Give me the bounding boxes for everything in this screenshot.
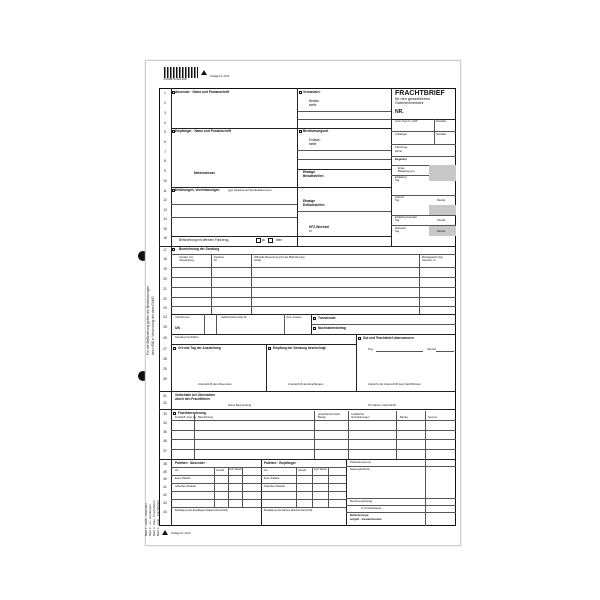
- gray-block-1: [429, 165, 456, 175]
- row-number: 3: [164, 111, 166, 115]
- vereinbarungen-label: Vereinbarungen: [351, 416, 370, 419]
- sheet-color-2: Blatt 2 - rot - Empfänger: [148, 503, 152, 536]
- row-number: 22: [163, 297, 167, 301]
- unterschrift-absender-label: Unterschrift des Absenders: [198, 382, 232, 386]
- kein-tausch-label-1: Kein Tausch: [229, 468, 242, 471]
- row-number: 25: [163, 325, 167, 329]
- field-num-nachnahme: [313, 327, 316, 330]
- ort-tag-label: Ort und Tag der Ausstellung: [178, 346, 221, 350]
- tunnelcode-label: Tunnelcode: [318, 316, 336, 320]
- unterschrift-empfaenger-label: Unterschrift des Empfängers: [288, 382, 324, 386]
- checkbox-ja[interactable]: [256, 238, 261, 243]
- field-num-5: [299, 130, 302, 133]
- entladestelle-label: Entlade-: [309, 138, 321, 142]
- keine-begruendung-label: Keine Begründung: [228, 403, 252, 407]
- tag-label-1: Tag: [395, 179, 400, 182]
- row-number: 29: [163, 367, 167, 371]
- row-number: 36: [163, 439, 167, 443]
- gewerbliche-label: gewerbliche Fracht: [318, 413, 340, 416]
- bezeichnung-label: Bezeichnung der Sendung: [179, 247, 220, 251]
- stunde-label-3: Stunde: [437, 219, 446, 222]
- ankunft-label: Ankunft: [395, 196, 404, 199]
- frachtpfl-label: Frachtpfl. Gew. kg: [175, 416, 196, 419]
- zwischensumme-label: Zwischensumme: [350, 460, 371, 464]
- gitterbox-label-2: Gitterbox-Palette: [264, 484, 285, 488]
- sheet-color-3: Blatt 3 - blau - Frachtführer: [152, 500, 156, 536]
- etwaige-entlade-label: Etwaige: [303, 199, 316, 203]
- tag-label-2: Tag: [395, 199, 400, 202]
- fahrzeug-label: Fahrzeug-: [395, 145, 408, 149]
- row-number: 18: [163, 257, 167, 261]
- row-number: 19: [163, 267, 167, 271]
- row-number: 12: [163, 198, 167, 202]
- bestaetigung-empfaenger-label: Bestätigung des Empfängers (Datum/Unterschrift): [175, 509, 228, 512]
- stunde-label-2: Stunde: [437, 199, 446, 202]
- anzahl-pal-label-2: Anzahl: [298, 469, 306, 472]
- row-number: 7: [164, 150, 166, 154]
- field-num-1: [172, 91, 175, 94]
- row-number: 26: [163, 336, 167, 340]
- ankunft-unterschrift-label: Ankunft und Unterschrift des Frachtführers: [368, 382, 421, 386]
- verlag-number: Verlage Nr. 2120: [210, 75, 230, 78]
- rechnungsbetrag-label: Rechnungsbetrag: [350, 499, 373, 503]
- paletten-absender-label: Paletten · Absender ·: [175, 461, 207, 465]
- absender-label: Absender · Name und Postanschrift: [175, 90, 230, 94]
- field-num-4: [172, 130, 175, 133]
- row-number: 32: [163, 401, 167, 405]
- field-num-17: [172, 248, 175, 251]
- euro-palette-label-1: Euro-Palette: [175, 476, 191, 480]
- anzahl-label: Anzahl, Art,: [179, 255, 194, 259]
- side-note-2: des HGB in Verbindung mit dem GüKG: [151, 296, 155, 355]
- kfz-in-label: in: [309, 229, 312, 233]
- form-subtitle-2: Güterfernverkehr: [395, 101, 424, 105]
- row-number: 37: [163, 449, 167, 453]
- volumen-label: Volumen m³: [422, 259, 436, 262]
- tag-label-5: Tag: [368, 347, 373, 351]
- wartezeit-label: Wartezeit: [395, 227, 406, 230]
- barcode-digits: 4 002870 210109: [163, 77, 187, 81]
- erklaerungen-note: (ggf. Hinweise auf Sonderabkommen): [228, 189, 272, 192]
- verp-gruppe-label: Verp.-Gruppe: [286, 316, 302, 319]
- freight-form-sheet: [145, 60, 461, 546]
- begleiter-label: Begleiter: [395, 157, 407, 161]
- paletten-empfaenger-label: Paletten · Empfänger ·: [264, 461, 298, 465]
- gefahrzettel-label: Gefahrzettelmuster Nr.: [221, 316, 248, 319]
- kfz-wechsel-label: KFZ-Wechsel: [309, 225, 330, 229]
- vorbehalte-label: Vorbehalte bei Übernahme: [175, 393, 216, 397]
- row-number: 44: [163, 510, 167, 514]
- nr-label: NR.: [395, 109, 404, 115]
- side-note-1: Für die Beförderung gelten die Bestimmungen: [146, 285, 150, 355]
- row-number: 42: [163, 493, 167, 497]
- form-title: FRACHTBRIEF: [395, 90, 445, 97]
- nein-label: nein: [276, 238, 283, 242]
- un-label: UN: [175, 326, 180, 330]
- nutzlast-anhaenger-label: Nutzlast: [436, 132, 447, 136]
- beladung-am-label: Beladung am: [398, 169, 415, 173]
- field-num-2: [299, 91, 302, 94]
- row-number: 31: [163, 394, 167, 398]
- kein-tausch-label-2: Kein Tausch: [314, 468, 327, 471]
- row-number: 14: [163, 217, 167, 221]
- anhaenger-label: Anhänger: [395, 132, 408, 136]
- row-number: 33: [163, 412, 167, 416]
- sondervorschriften-label: Sondervorschriften: [175, 335, 199, 339]
- befoerderung-label: Beförderung mit offenem Fahrzeug: [179, 238, 229, 242]
- row-number: 10: [163, 179, 167, 183]
- nutzlast-lkw-label: Nutzlast: [436, 119, 447, 123]
- inhalt-label: Inhalt: [254, 258, 261, 262]
- row-number: 1: [164, 91, 166, 95]
- field-num-gut: [358, 337, 361, 340]
- row-number: 34: [163, 421, 167, 425]
- bruttogewicht-label: Bruttogewicht (kg): [422, 256, 443, 259]
- gray-block-2: [429, 175, 456, 181]
- nachnahme-label: Nachnahmebetrag: [318, 326, 346, 330]
- nebengebuehren-label: Nebengebühren: [350, 467, 371, 471]
- zusaetzliche-label: zusätzliche: [351, 413, 364, 416]
- entlade-stellen-label: Entladestellen: [303, 203, 325, 207]
- betrag2-label: Betrag: [400, 416, 408, 419]
- stunde-label-5: Stunde: [427, 347, 436, 351]
- footer-logo-icon: [162, 530, 168, 535]
- field-num-frachtvermerk: [313, 317, 316, 320]
- tag-label-3: Tag: [395, 219, 400, 222]
- row-number: 30: [163, 377, 167, 381]
- stelle-label: stelle: [309, 103, 317, 107]
- befoerderungsentgelt-label: Beförderungs-: [350, 513, 370, 517]
- row-number: 39: [163, 470, 167, 474]
- entgelt-label: entgelt · Gesamtsumme: [350, 517, 382, 521]
- footer-verlag: Verlage Nr. 2120: [171, 532, 191, 535]
- row-number: 20: [163, 277, 167, 281]
- fuehrer-label: führer: [395, 149, 403, 153]
- bestimmungsort-label: Bestimmungsort: [303, 129, 329, 133]
- gitterbox-label-1: Gitterbox-Palette: [175, 484, 196, 488]
- row-number: 23: [163, 306, 167, 310]
- ja-label: ja: [262, 238, 265, 242]
- etwaige-belade-label: Etwaige: [303, 170, 316, 174]
- verpackung-label: Verpackung: [179, 258, 194, 262]
- row-number: 27: [163, 347, 167, 351]
- art-label-2: Art: [264, 469, 268, 472]
- row-number: 35: [163, 430, 167, 434]
- art-label-1: Art: [175, 469, 179, 472]
- row-number: 28: [163, 357, 167, 361]
- ende-label: Ende: [398, 166, 405, 170]
- anzahl-pal-label-1: Anzahl: [216, 469, 224, 472]
- row-number: 5: [164, 130, 166, 134]
- bestaetigung-fahrer-label: Bestätigung des Fahrers (Datum/Unterschrift): [264, 509, 313, 512]
- row-number: 2: [164, 101, 166, 105]
- euro-palette-label-2: Euro-Palette: [264, 476, 280, 480]
- logo-icon: [201, 70, 207, 75]
- summe-label: Summe: [428, 416, 437, 419]
- belade-stellen-label: Beladestellen: [303, 174, 324, 178]
- nr-goods-label: Nr.: [214, 258, 218, 262]
- field-num-fracht: [173, 412, 176, 415]
- gray-block-3: [429, 205, 456, 215]
- row-number: 16: [163, 236, 167, 240]
- row-number: 11: [163, 189, 167, 193]
- empfang-label: Empfang der Sendung bescheinigt: [273, 346, 326, 350]
- row-number: 13: [163, 208, 167, 212]
- kennzeichen-lkw-label: Amtl. Kennz. LKW: [395, 119, 418, 123]
- form-subtitle-1: für den gewerblichen: [395, 97, 431, 101]
- entladung-label-1: Entladung: [395, 176, 407, 179]
- sheet-color-4: Blatt 4 - grün - Frachtführer: [156, 499, 160, 536]
- row-number: 15: [163, 227, 167, 231]
- field-num-empfang: [268, 347, 271, 350]
- checkbox-nein[interactable]: [268, 238, 273, 243]
- row-number: 17: [163, 248, 167, 252]
- sheet-color-1: Blatt 1 - weiß - Absender: [144, 503, 148, 536]
- bezeichnung-fracht-label: Bezeichnung: [198, 416, 213, 419]
- beladestelle-label: Belade-: [309, 99, 320, 103]
- empfaenger-label: Empfänger · Name und Postanschrift: [175, 129, 232, 133]
- ort-datum-label: Ort Datum Unterschrift: [368, 403, 396, 407]
- tag-label-4: Tag: [395, 230, 400, 233]
- versandort-label: Versandort ·: [303, 90, 322, 94]
- row-number: 41: [163, 485, 167, 489]
- field-num-8: [172, 189, 175, 192]
- zeichen-label: Zeichen: [214, 255, 224, 259]
- beendigung-label: Entladung beendet: [395, 216, 417, 219]
- row-number: 6: [164, 140, 166, 144]
- row-number: 9: [164, 169, 166, 173]
- durch-frachtfuehrer-label: durch den Frachtführer: [175, 397, 211, 401]
- erklaerungen-label: Erklärungen, Vereinbarungen: [175, 188, 220, 192]
- frachtberechnung-label: Frachtberechnung: [178, 411, 206, 415]
- row-number: 38: [163, 462, 167, 466]
- umsatzsteuer-label: % Umsatzsteuer: [361, 506, 382, 510]
- un-nummer-label: UN-Nummer: [175, 316, 190, 319]
- row-number: 4: [164, 121, 166, 125]
- gut-empfang-label: Gut und Frachtbrief übernommen: [363, 336, 414, 340]
- row-number: 24: [163, 315, 167, 319]
- field-num-ort: [173, 347, 176, 350]
- row-number: 40: [163, 477, 167, 481]
- betrag-fracht-label: Betrag: [318, 416, 326, 419]
- offizielle-label: Offizielle Benennung für die Beförderung: [254, 255, 305, 259]
- meldeadresse-label: Meldeadresse: [194, 171, 216, 175]
- stunde-label-4: Stunde: [437, 230, 446, 233]
- row-number: 43: [163, 501, 167, 505]
- row-number: 8: [164, 159, 166, 163]
- row-number: 21: [163, 287, 167, 291]
- entstelle-label: stelle: [309, 142, 317, 146]
